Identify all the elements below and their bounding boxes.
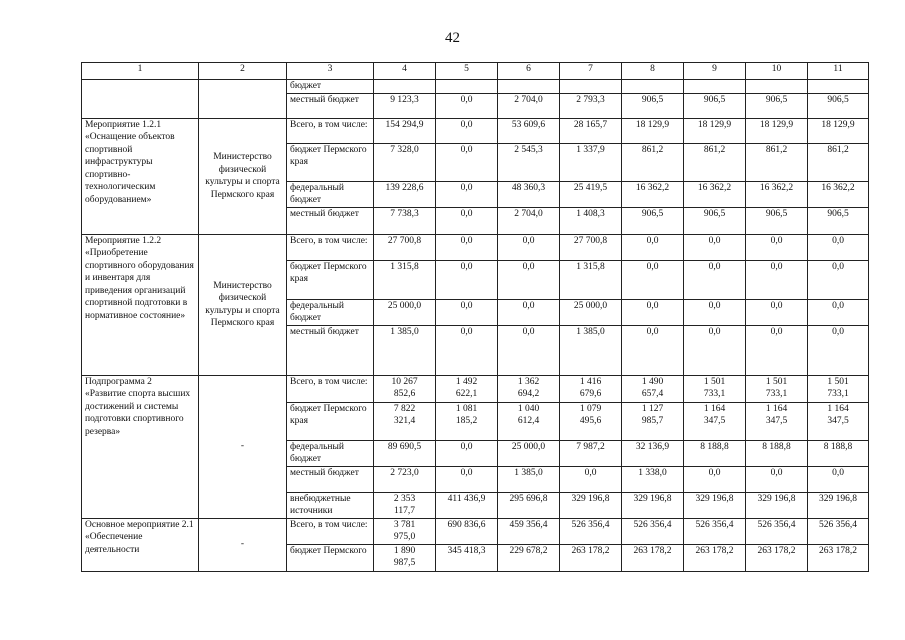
value-cell: 526 356,4 bbox=[622, 518, 684, 544]
value-cell: 0,0 bbox=[436, 299, 498, 325]
value-cell: 0,0 bbox=[746, 466, 808, 492]
value-cell: 0,0 bbox=[746, 325, 808, 375]
value-cell: 329 196,8 bbox=[684, 492, 746, 518]
value-cell: 0,0 bbox=[684, 234, 746, 260]
value-cell: 1 164 347,5 bbox=[684, 402, 746, 440]
value-cell: 690 836,6 bbox=[436, 518, 498, 544]
value-cell: 329 196,8 bbox=[560, 492, 622, 518]
value-cell: 906,5 bbox=[622, 93, 684, 118]
value-cell: 9 123,3 bbox=[374, 93, 436, 118]
value-cell: 906,5 bbox=[746, 93, 808, 118]
value-cell: 0,0 bbox=[622, 299, 684, 325]
value-cell: 1 164 347,5 bbox=[808, 402, 869, 440]
value-cell: 1 079 495,6 bbox=[560, 402, 622, 440]
value-cell: 0,0 bbox=[746, 260, 808, 299]
value-cell: 906,5 bbox=[684, 207, 746, 234]
value-cell: 0,0 bbox=[436, 207, 498, 234]
funding-source-cell: бюджет Пермского bbox=[287, 544, 374, 571]
header-cell: 3 bbox=[287, 63, 374, 80]
activity-name-cell: Основное мероприятие 2.1 «Обеспечение деятельности bbox=[82, 518, 199, 571]
value-cell: 10 267 852,6 bbox=[374, 375, 436, 402]
value-cell bbox=[746, 80, 808, 94]
header-cell: 6 bbox=[498, 63, 560, 80]
value-cell: 526 356,4 bbox=[746, 518, 808, 544]
executor-cell: Министерство физической культуры и спорта Пермского края bbox=[199, 234, 287, 375]
value-cell: 459 356,4 bbox=[498, 518, 560, 544]
value-cell: 7 987,2 bbox=[560, 440, 622, 466]
funding-source-cell: бюджет Пермского края bbox=[287, 260, 374, 299]
header-cell: 9 bbox=[684, 63, 746, 80]
funding-source-cell: Всего, в том числе: bbox=[287, 234, 374, 260]
funding-source-cell: федеральный бюджет bbox=[287, 181, 374, 207]
activity-name-cell: Мероприятие 1.2.2 «Приобретение спортивного оборудования и инвентаря для приведения организаций спортивной подготовки в нормативное состояние» bbox=[82, 234, 199, 375]
value-cell: 28 165,7 bbox=[560, 118, 622, 143]
executor-cell: Министерство физической культуры и спорта Пермского края bbox=[199, 118, 287, 234]
value-cell bbox=[560, 80, 622, 94]
value-cell: 0,0 bbox=[436, 234, 498, 260]
funding-source-cell: местный бюджет bbox=[287, 466, 374, 492]
value-cell: 0,0 bbox=[436, 118, 498, 143]
activity-name-cell bbox=[82, 80, 199, 119]
value-cell: 2 353 117,7 bbox=[374, 492, 436, 518]
value-cell: 18 129,9 bbox=[746, 118, 808, 143]
value-cell: 906,5 bbox=[808, 207, 869, 234]
value-cell: 1 362 694,2 bbox=[498, 375, 560, 402]
value-cell bbox=[436, 80, 498, 94]
value-cell: 0,0 bbox=[808, 260, 869, 299]
value-cell: 263 178,2 bbox=[622, 544, 684, 571]
header-cell: 1 bbox=[82, 63, 199, 80]
value-cell: 0,0 bbox=[436, 325, 498, 375]
value-cell: 25 000,0 bbox=[560, 299, 622, 325]
funding-source-cell: Всего, в том числе: bbox=[287, 375, 374, 402]
value-cell: 906,5 bbox=[622, 207, 684, 234]
value-cell: 0,0 bbox=[808, 234, 869, 260]
page-number: 42 bbox=[445, 30, 460, 46]
funding-source-cell: местный бюджет bbox=[287, 325, 374, 375]
header-cell: 8 bbox=[622, 63, 684, 80]
value-cell: 345 418,3 bbox=[436, 544, 498, 571]
value-cell: 0,0 bbox=[498, 234, 560, 260]
header-cell: 4 bbox=[374, 63, 436, 80]
value-cell: 0,0 bbox=[622, 260, 684, 299]
value-cell bbox=[498, 80, 560, 94]
table-row bbox=[82, 118, 869, 143]
value-cell: 1 385,0 bbox=[560, 325, 622, 375]
value-cell: 1 081 185,2 bbox=[436, 402, 498, 440]
value-cell: 0,0 bbox=[622, 234, 684, 260]
funding-source-cell: бюджет Пермского края bbox=[287, 143, 374, 181]
value-cell: 16 362,2 bbox=[746, 181, 808, 207]
value-cell: 0,0 bbox=[684, 260, 746, 299]
value-cell: 0,0 bbox=[808, 466, 869, 492]
funding-source-cell: местный бюджет bbox=[287, 207, 374, 234]
value-cell: 295 696,8 bbox=[498, 492, 560, 518]
value-cell: 0,0 bbox=[436, 440, 498, 466]
value-cell bbox=[622, 80, 684, 94]
value-cell bbox=[684, 80, 746, 94]
value-cell: 1 385,0 bbox=[498, 466, 560, 492]
value-cell: 0,0 bbox=[498, 299, 560, 325]
funding-source-cell: федеральный бюджет bbox=[287, 299, 374, 325]
value-cell: 1 890 987,5 bbox=[374, 544, 436, 571]
header-row bbox=[82, 63, 869, 80]
value-cell: 32 136,9 bbox=[622, 440, 684, 466]
value-cell: 906,5 bbox=[746, 207, 808, 234]
value-cell: 0,0 bbox=[622, 325, 684, 375]
value-cell: 0,0 bbox=[684, 299, 746, 325]
executor-cell: - bbox=[199, 518, 287, 571]
value-cell: 8 188,8 bbox=[746, 440, 808, 466]
value-cell: 263 178,2 bbox=[684, 544, 746, 571]
value-cell: 48 360,3 bbox=[498, 181, 560, 207]
header-cell: 7 bbox=[560, 63, 622, 80]
value-cell: 7 328,0 bbox=[374, 143, 436, 181]
value-cell: 861,2 bbox=[808, 143, 869, 181]
value-cell: 1 385,0 bbox=[374, 325, 436, 375]
value-cell: 906,5 bbox=[808, 93, 869, 118]
value-cell: 16 362,2 bbox=[622, 181, 684, 207]
value-cell: 0,0 bbox=[746, 299, 808, 325]
value-cell: 906,5 bbox=[684, 93, 746, 118]
funding-source-cell: бюджет bbox=[287, 80, 374, 94]
value-cell: 1 501 733,1 bbox=[808, 375, 869, 402]
value-cell: 154 294,9 bbox=[374, 118, 436, 143]
header-cell: 11 bbox=[808, 63, 869, 80]
value-cell: 7 738,3 bbox=[374, 207, 436, 234]
value-cell: 0,0 bbox=[436, 260, 498, 299]
value-cell: 0,0 bbox=[684, 325, 746, 375]
value-cell: 25 419,5 bbox=[560, 181, 622, 207]
value-cell: 0,0 bbox=[498, 260, 560, 299]
value-cell: 1 416 679,6 bbox=[560, 375, 622, 402]
value-cell: 16 362,2 bbox=[808, 181, 869, 207]
value-cell: 1 492 622,1 bbox=[436, 375, 498, 402]
value-cell: 0,0 bbox=[684, 466, 746, 492]
value-cell: 1 127 985,7 bbox=[622, 402, 684, 440]
value-cell: 2 723,0 bbox=[374, 466, 436, 492]
value-cell: 861,2 bbox=[684, 143, 746, 181]
executor-cell bbox=[199, 80, 287, 119]
value-cell: 0,0 bbox=[498, 325, 560, 375]
value-cell: 1 501 733,1 bbox=[684, 375, 746, 402]
value-cell: 1 315,8 bbox=[560, 260, 622, 299]
value-cell: 329 196,8 bbox=[808, 492, 869, 518]
value-cell: 1 338,0 bbox=[622, 466, 684, 492]
value-cell: 0,0 bbox=[436, 143, 498, 181]
value-cell: 0,0 bbox=[436, 93, 498, 118]
value-cell: 526 356,4 bbox=[684, 518, 746, 544]
value-cell: 27 700,8 bbox=[374, 234, 436, 260]
value-cell: 53 609,6 bbox=[498, 118, 560, 143]
value-cell: 18 129,9 bbox=[622, 118, 684, 143]
value-cell: 16 362,2 bbox=[684, 181, 746, 207]
value-cell: 329 196,8 bbox=[746, 492, 808, 518]
table-row bbox=[82, 234, 869, 260]
value-cell: 7 822 321,4 bbox=[374, 402, 436, 440]
value-cell: 3 781 975,0 bbox=[374, 518, 436, 544]
value-cell: 263 178,2 bbox=[746, 544, 808, 571]
value-cell: 2 704,0 bbox=[498, 93, 560, 118]
value-cell bbox=[808, 80, 869, 94]
value-cell: 139 228,6 bbox=[374, 181, 436, 207]
value-cell: 411 436,9 bbox=[436, 492, 498, 518]
value-cell: 0,0 bbox=[746, 234, 808, 260]
activity-name-cell: Мероприятие 1.2.1 «Оснащение объектов спортивной инфраструктуры спортивно-технологическим оборудованием» bbox=[82, 118, 199, 234]
value-cell: 2 793,3 bbox=[560, 93, 622, 118]
value-cell: 861,2 bbox=[746, 143, 808, 181]
value-cell: 861,2 bbox=[622, 143, 684, 181]
value-cell: 0,0 bbox=[808, 299, 869, 325]
value-cell: 526 356,4 bbox=[808, 518, 869, 544]
table-row bbox=[82, 518, 869, 544]
value-cell: 263 178,2 bbox=[808, 544, 869, 571]
table-body bbox=[82, 63, 869, 572]
budget-table bbox=[81, 62, 869, 572]
value-cell: 0,0 bbox=[436, 466, 498, 492]
value-cell: 0,0 bbox=[808, 325, 869, 375]
table-row bbox=[82, 375, 869, 402]
activity-name-cell: Подпрограмма 2 «Развитие спорта высших достижений и системы подготовки спортивного резерва» bbox=[82, 375, 199, 518]
funding-source-cell: Всего, в том числе: bbox=[287, 118, 374, 143]
value-cell: 229 678,2 bbox=[498, 544, 560, 571]
value-cell: 2 545,3 bbox=[498, 143, 560, 181]
funding-source-cell: Всего, в том числе: bbox=[287, 518, 374, 544]
value-cell: 526 356,4 bbox=[560, 518, 622, 544]
value-cell: 0,0 bbox=[436, 181, 498, 207]
header-cell: 5 bbox=[436, 63, 498, 80]
value-cell: 18 129,9 bbox=[808, 118, 869, 143]
value-cell: 1 040 612,4 bbox=[498, 402, 560, 440]
value-cell: 1 408,3 bbox=[560, 207, 622, 234]
header-cell: 2 bbox=[199, 63, 287, 80]
value-cell: 89 690,5 bbox=[374, 440, 436, 466]
value-cell: 263 178,2 bbox=[560, 544, 622, 571]
funding-source-cell: местный бюджет bbox=[287, 93, 374, 118]
value-cell: 1 490 657,4 bbox=[622, 375, 684, 402]
table-row bbox=[82, 80, 869, 94]
value-cell: 25 000,0 bbox=[374, 299, 436, 325]
value-cell: 8 188,8 bbox=[684, 440, 746, 466]
value-cell: 1 164 347,5 bbox=[746, 402, 808, 440]
value-cell: 18 129,9 bbox=[684, 118, 746, 143]
value-cell: 1 337,9 bbox=[560, 143, 622, 181]
header-cell: 10 bbox=[746, 63, 808, 80]
value-cell: 25 000,0 bbox=[498, 440, 560, 466]
executor-cell: - bbox=[199, 375, 287, 518]
value-cell: 27 700,8 bbox=[560, 234, 622, 260]
funding-source-cell: бюджет Пермского края bbox=[287, 402, 374, 440]
value-cell: 0,0 bbox=[560, 466, 622, 492]
value-cell: 1 501 733,1 bbox=[746, 375, 808, 402]
value-cell: 329 196,8 bbox=[622, 492, 684, 518]
value-cell: 2 704,0 bbox=[498, 207, 560, 234]
value-cell: 1 315,8 bbox=[374, 260, 436, 299]
funding-source-cell: внебюджетные источники bbox=[287, 492, 374, 518]
funding-source-cell: федеральный бюджет bbox=[287, 440, 374, 466]
value-cell: 8 188,8 bbox=[808, 440, 869, 466]
value-cell bbox=[374, 80, 436, 94]
